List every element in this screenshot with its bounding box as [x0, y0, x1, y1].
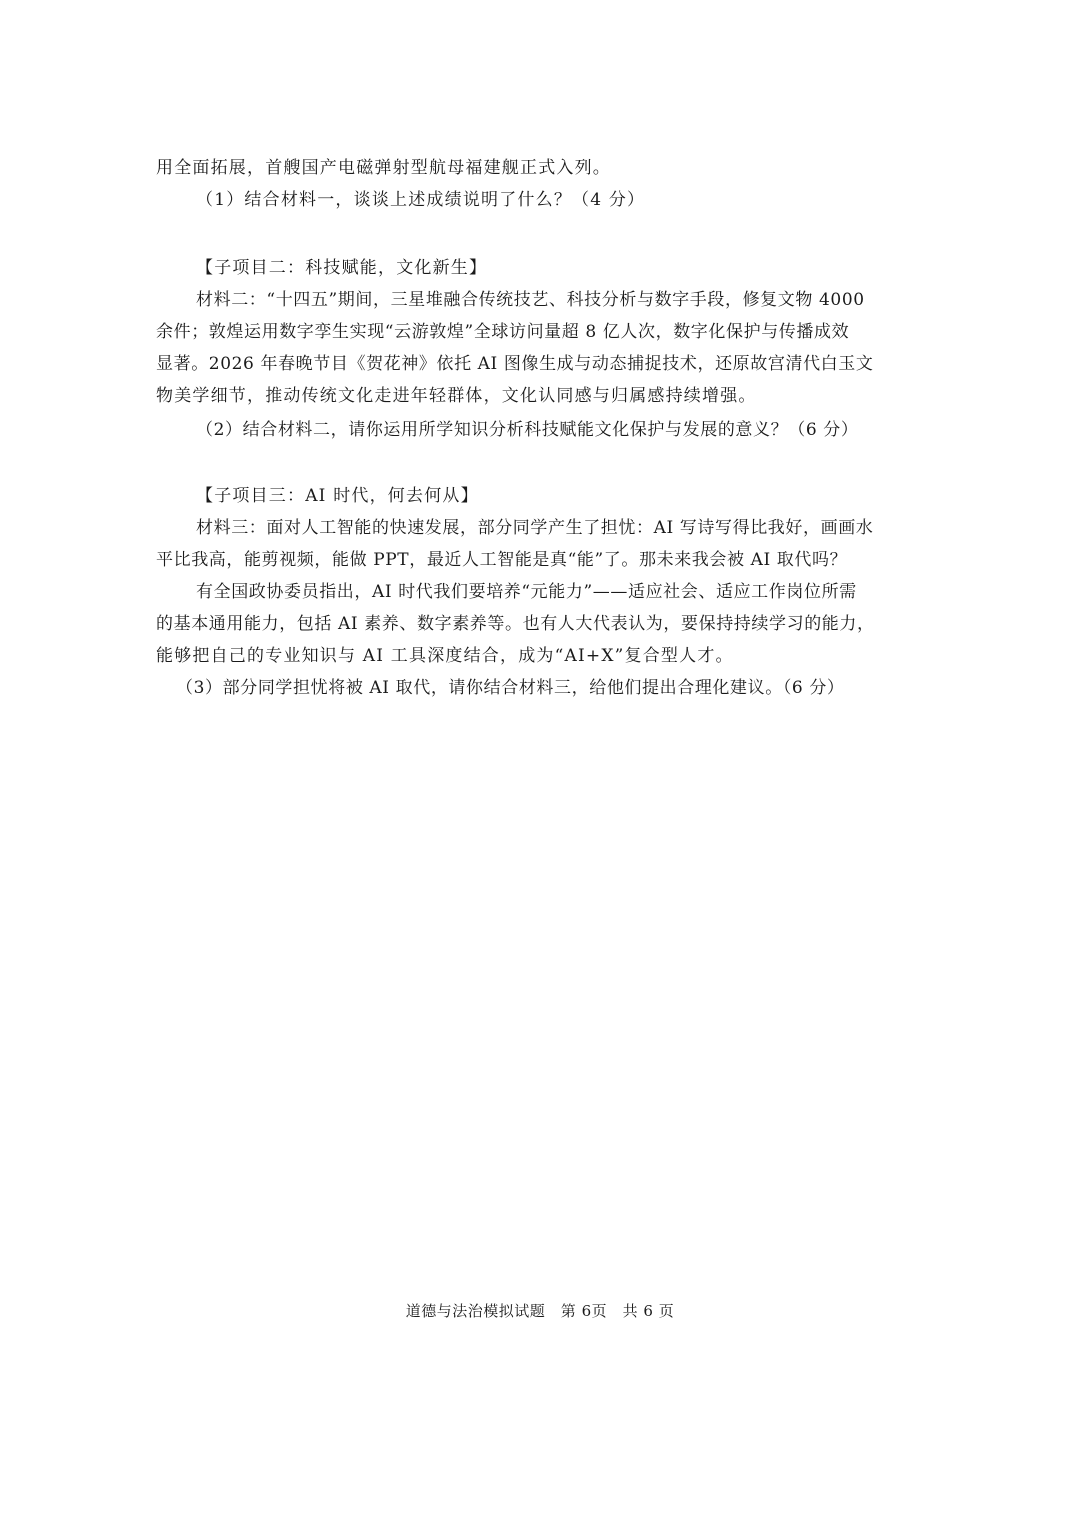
- subproject-3-heading: 【子项目三：AI 时代，何去何从】: [196, 486, 479, 506]
- material-2-line: 余件；敦煌运用数字孪生实现“云游敦煌”全球访问量超 8 亿人次，数字化保护与传播成效: [156, 322, 850, 342]
- material-3-line: 的基本通用能力，包括 AI 素养、数字素养等。也有人大代表认为，要保持持续学习的能力，: [156, 614, 875, 634]
- material-2-line: 物美学细节，推动传统文化走进年轻群体，文化认同感与归属感持续增强。: [156, 386, 757, 406]
- material-3-line: 材料三：面对人工智能的快速发展，部分同学产生了担忧：AI 写诗写得比我好，画画水: [196, 518, 874, 538]
- material-3-line: 有全国政协委员指出，AI 时代我们要培养“元能力”——适应社会、适应工作岗位所需: [196, 582, 857, 602]
- question-2: （2）结合材料二，请你运用所学知识分析科技赋能文化保护与发展的意义？（6 分）: [196, 420, 859, 440]
- subproject-2-heading: 【子项目二：科技赋能，文化新生】: [196, 258, 488, 278]
- material-2-line: 材料二：“十四五”期间，三星堆融合传统技艺、科技分析与数字手段，修复文物 4000: [196, 290, 865, 310]
- question-1: （1）结合材料一，谈谈上述成绩说明了什么？（4 分）: [196, 190, 646, 210]
- question-3: （3）部分同学担忧将被 AI 取代，请你结合材料三，给他们提出合理化建议。（6 分）: [176, 678, 845, 698]
- material-3-line: 平比我高，能剪视频，能做 PPT，最近人工智能是真“能”了。那未来我会被 AI 取代吗？: [156, 550, 848, 570]
- material-2-line: 显著。2026 年春晚节目《贺花神》依托 AI 图像生成与动态捕捉技术，还原故宫清代白玉文: [156, 354, 874, 374]
- material-3-line: 能够把自己的专业知识与 AI 工具深度结合，成为“AI+X”复合型人才。: [156, 646, 734, 666]
- material-1-continuation: 用全面拓展，首艘国产电磁弹射型航母福建舰正式入列。: [156, 158, 611, 178]
- page-footer: 道德与法治模拟试题 第 6页 共 6 页: [405, 1302, 675, 1320]
